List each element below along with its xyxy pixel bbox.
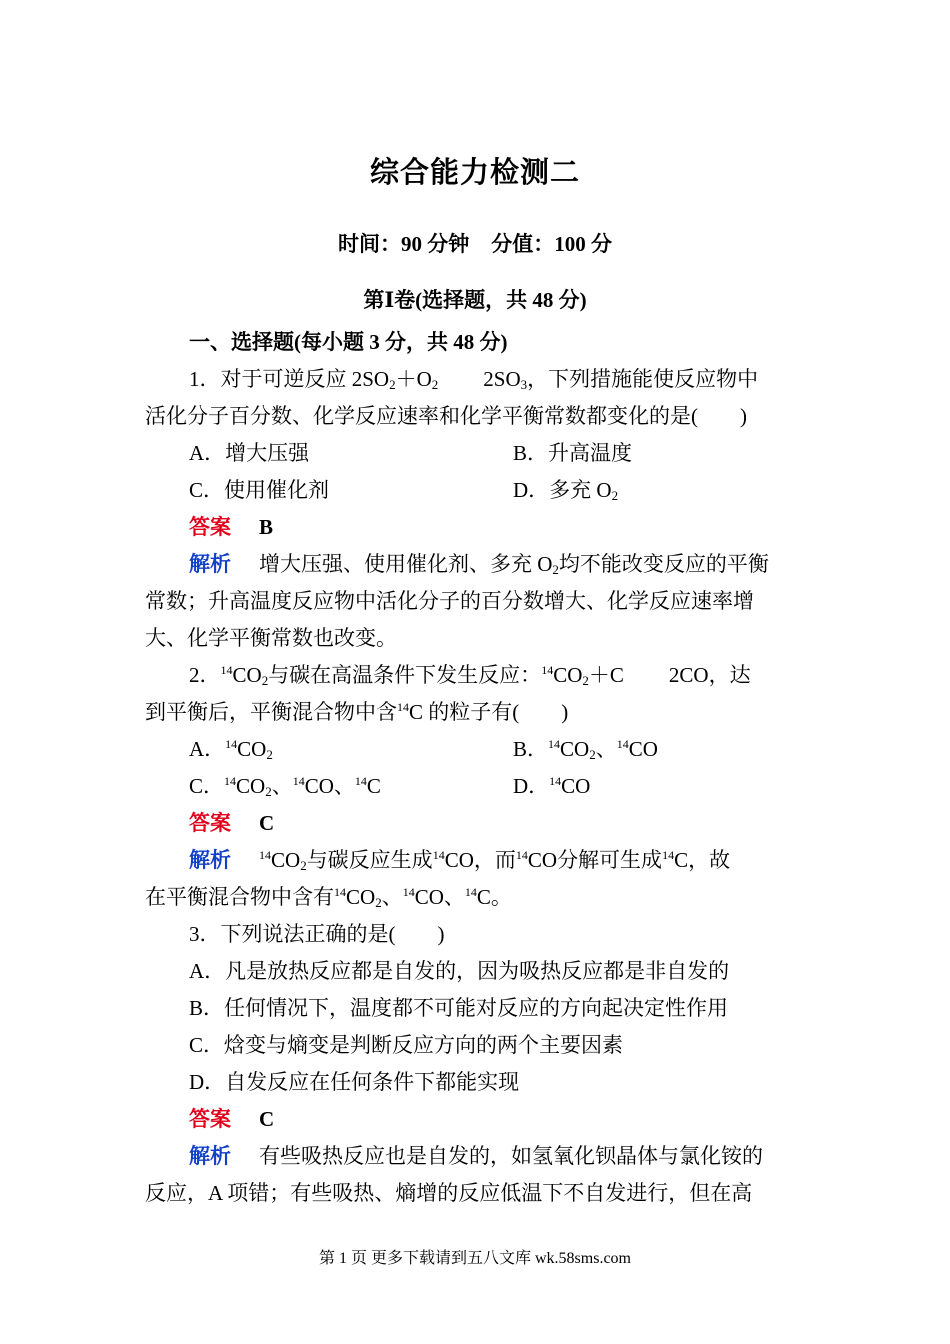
q2-analysis-line2: 在平衡混合物中含有$^{14}CO_2$、$^{14}$CO、$^{14}$C。 bbox=[145, 885, 512, 910]
answer-label: 答案 bbox=[189, 811, 231, 835]
q1-options-cd bbox=[145, 472, 807, 509]
q2-options-cd bbox=[145, 768, 807, 805]
answer-label: 答案 bbox=[189, 515, 231, 539]
q2-answer bbox=[145, 805, 807, 842]
page-footer: 第 1 页 更多下载请到五八文库 wk.58sms.com bbox=[318, 1250, 631, 1267]
q1-answer-value: B bbox=[259, 515, 274, 539]
q1-option-c: C．使用催化剂 bbox=[189, 478, 330, 502]
analysis-label: 解析 bbox=[189, 552, 231, 576]
q2-option-c: C．$^{14}CO_2$、$^{14}$CO、$^{14}$C bbox=[189, 774, 381, 799]
section-heading: 一、选择题(每小题 3 分，共 48 分) bbox=[189, 330, 508, 354]
q3-option-b: B．任何情况下，温度都不可能对反应的方向起决定性作用 bbox=[189, 996, 729, 1020]
q3-option-c: C．焓变与熵变是判断反应方向的两个主要因素 bbox=[189, 1033, 624, 1057]
q2-stem-line2: 到平衡后，平衡混合物中含$^{14}$C 的粒子有( ) bbox=[145, 700, 569, 724]
q3-answer bbox=[145, 1101, 807, 1138]
time-value: 90 分钟 bbox=[401, 232, 470, 256]
analysis-label: 解析 bbox=[189, 848, 231, 872]
q1-stem-line2: 活化分子百分数、化学反应速率和化学平衡常数都变化的是( ) bbox=[145, 404, 747, 428]
q1-answer bbox=[145, 509, 807, 546]
q2-answer-value: C bbox=[259, 811, 275, 835]
score-value: 100 分 bbox=[554, 232, 612, 256]
content bbox=[145, 324, 807, 1212]
analysis-label: 解析 bbox=[189, 1144, 231, 1168]
q3-stem: 3．下列说法正确的是( ) bbox=[189, 922, 445, 946]
q1-options-ab bbox=[145, 435, 807, 472]
q2-option-d: D．$^{14}$CO bbox=[513, 774, 591, 798]
q3-option-d: D．自发反应在任何条件下都能实现 bbox=[189, 1070, 520, 1094]
q2-options-ab bbox=[145, 731, 807, 768]
q3-option-a: A．凡是放热反应都是自发的，因为吸热反应都是非自发的 bbox=[189, 959, 730, 983]
volume-heading: 第Ⅰ卷(选择题，共 48 分) bbox=[363, 288, 587, 312]
q2-analysis-line1: 解析 $^{14}CO_2$与碳反应生成$^{14}$CO，而$^{14}$CO分解可生成$^{14}$C，故 bbox=[145, 842, 807, 879]
q1-analysis-line2: 常数；升高温度反应物中活化分子的百分数增大、化学反应速率增 bbox=[145, 589, 754, 613]
time-label: 时间： bbox=[338, 232, 401, 256]
answer-label: 答案 bbox=[189, 1107, 231, 1131]
page-title: 综合能力检测二 bbox=[369, 155, 580, 189]
q2-option-a: A．$^{14}CO_2$ bbox=[189, 737, 273, 762]
q1-option-d: D．多充 $O_2$ bbox=[513, 478, 619, 503]
q2-stem-line1: 2．$^{14}CO_2$与碳在高温条件下发生反应：$^{14}CO_2+C$ 2CO，达 bbox=[189, 663, 751, 688]
q1-option-b: B．升高温度 bbox=[513, 441, 633, 465]
q3-analysis-line1: 解析 有些吸热反应也是自发的，如氢氧化钡晶体与氯化铵的 bbox=[145, 1138, 807, 1175]
score-label: 分值： bbox=[491, 232, 555, 256]
q2-option-b: B．$^{14}CO_2$、$^{14}$CO bbox=[513, 737, 658, 762]
q1-stem-line1: 1．对于可逆反应 $2SO_2+O_2$ $2SO_3$，下列措施能使反应物中 bbox=[189, 367, 759, 392]
q1-analysis-line3: 大、化学平衡常数也改变。 bbox=[145, 626, 397, 650]
exam-meta bbox=[0, 228, 950, 258]
q3-analysis-line2: 反应，A 项错；有些吸热、熵增的反应低温下不自发进行，但在高 bbox=[145, 1181, 753, 1205]
q1-analysis-line1: 解析 增大压强、使用催化剂、多充 $O_2$均不能改变反应的平衡 bbox=[145, 546, 807, 583]
q3-answer-value: C bbox=[259, 1107, 275, 1131]
q1-option-a: A．增大压强 bbox=[189, 441, 310, 465]
